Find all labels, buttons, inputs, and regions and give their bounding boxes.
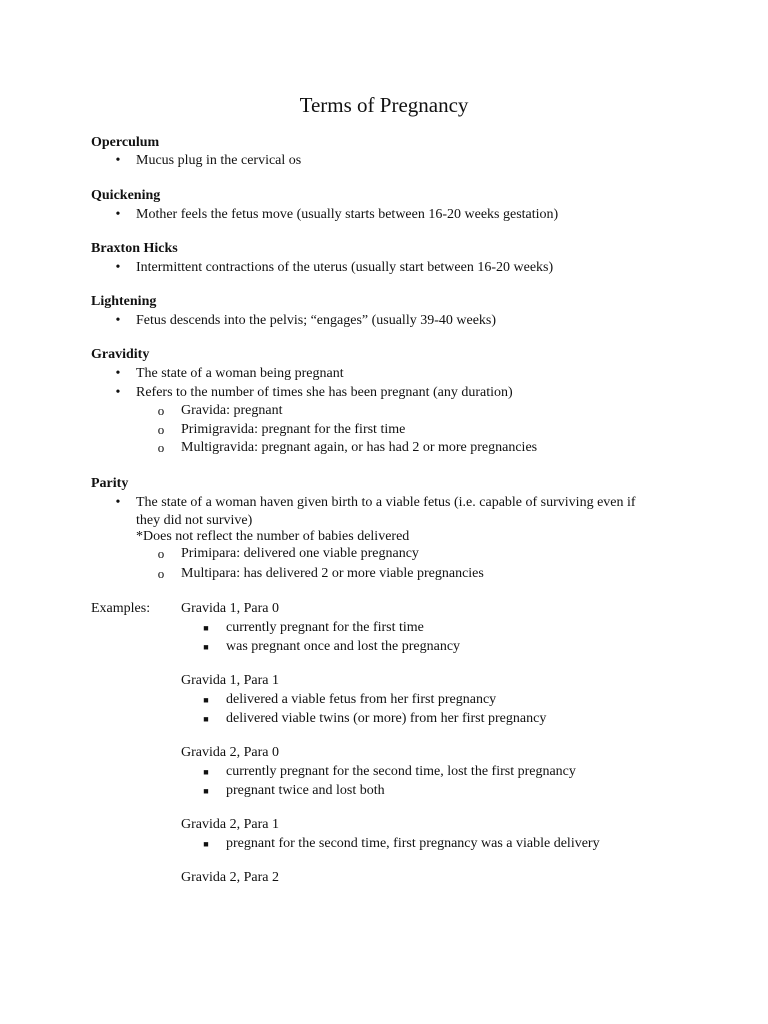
heading-quickening: Quickening: [91, 188, 161, 203]
page-title: Terms of Pregnancy: [299, 93, 469, 117]
list-item: Intermittent contractions of the uterus (usually start between 16-20 weeks): [136, 260, 554, 275]
example-heading: Gravida 2, Para 0: [181, 745, 279, 760]
example-heading: Gravida 2, Para 2: [181, 870, 279, 885]
circle-bullet-icon: o: [157, 566, 165, 581]
example-item: currently pregnant for the second time, lost the first pregnancy: [226, 764, 576, 779]
square-bullet-icon: ■: [203, 623, 209, 633]
sub-list-item: Multipara: has delivered 2 or more viable pregnancies: [181, 566, 484, 581]
list-item: Refers to the number of times she has been pregnant (any duration): [136, 385, 513, 400]
list-item: The state of a woman being pregnant: [136, 366, 344, 381]
square-bullet-icon: ■: [203, 714, 209, 724]
square-bullet-icon: ■: [203, 642, 209, 652]
example-item: delivered viable twins (or more) from her first pregnancy: [226, 711, 547, 726]
list-item: Fetus descends into the pelvis; “engages” (usually 39-40 weeks): [136, 313, 497, 328]
bullet-icon: •: [115, 385, 121, 400]
list-item-continuation: they did not survive): [136, 513, 253, 528]
circle-bullet-icon: o: [157, 440, 165, 455]
square-bullet-icon: ■: [203, 839, 209, 849]
heading-parity: Parity: [91, 476, 129, 491]
list-item: The state of a woman haven given birth to a viable fetus (i.e. capable of surviving even if: [136, 495, 636, 510]
square-bullet-icon: ■: [203, 767, 209, 777]
heading-operculum: Operculum: [91, 135, 160, 150]
heading-braxton-hicks: Braxton Hicks: [91, 241, 178, 256]
heading-lightening: Lightening: [91, 294, 157, 309]
bullet-icon: •: [115, 313, 121, 328]
example-heading: Gravida 1, Para 1: [181, 673, 279, 688]
bullet-icon: •: [115, 366, 121, 381]
bullet-icon: •: [115, 495, 121, 510]
sub-list-item: Gravida: pregnant: [181, 403, 283, 418]
example-item: delivered a viable fetus from her first pregnancy: [226, 692, 497, 707]
sub-list-item: Primipara: delivered one viable pregnancy: [181, 546, 419, 561]
square-bullet-icon: ■: [203, 695, 209, 705]
bullet-icon: •: [115, 153, 121, 168]
circle-bullet-icon: o: [157, 546, 165, 561]
sub-list-item: Multigravida: pregnant again, or has had 2 or more pregnancies: [181, 440, 538, 455]
example-heading: Gravida 2, Para 1: [181, 817, 279, 832]
bullet-icon: •: [115, 207, 121, 222]
parity-note: *Does not reflect the number of babies delivered: [136, 529, 410, 544]
sub-list-item: Primigravida: pregnant for the first time: [181, 422, 406, 437]
example-item: pregnant for the second time, first pregnancy was a viable delivery: [226, 836, 600, 851]
list-item: Mother feels the fetus move (usually starts between 16-20 weeks gestation): [136, 207, 559, 222]
example-item: pregnant twice and lost both: [226, 783, 385, 798]
square-bullet-icon: ■: [203, 786, 209, 796]
bullet-icon: •: [115, 260, 121, 275]
example-heading: Gravida 1, Para 0: [181, 601, 279, 616]
example-item: was pregnant once and lost the pregnancy: [226, 639, 461, 654]
circle-bullet-icon: o: [157, 422, 165, 437]
heading-gravidity: Gravidity: [91, 347, 150, 362]
example-item: currently pregnant for the first time: [226, 620, 424, 635]
circle-bullet-icon: o: [157, 403, 165, 418]
examples-label: Examples:: [91, 601, 151, 616]
list-item: Mucus plug in the cervical os: [136, 153, 302, 168]
